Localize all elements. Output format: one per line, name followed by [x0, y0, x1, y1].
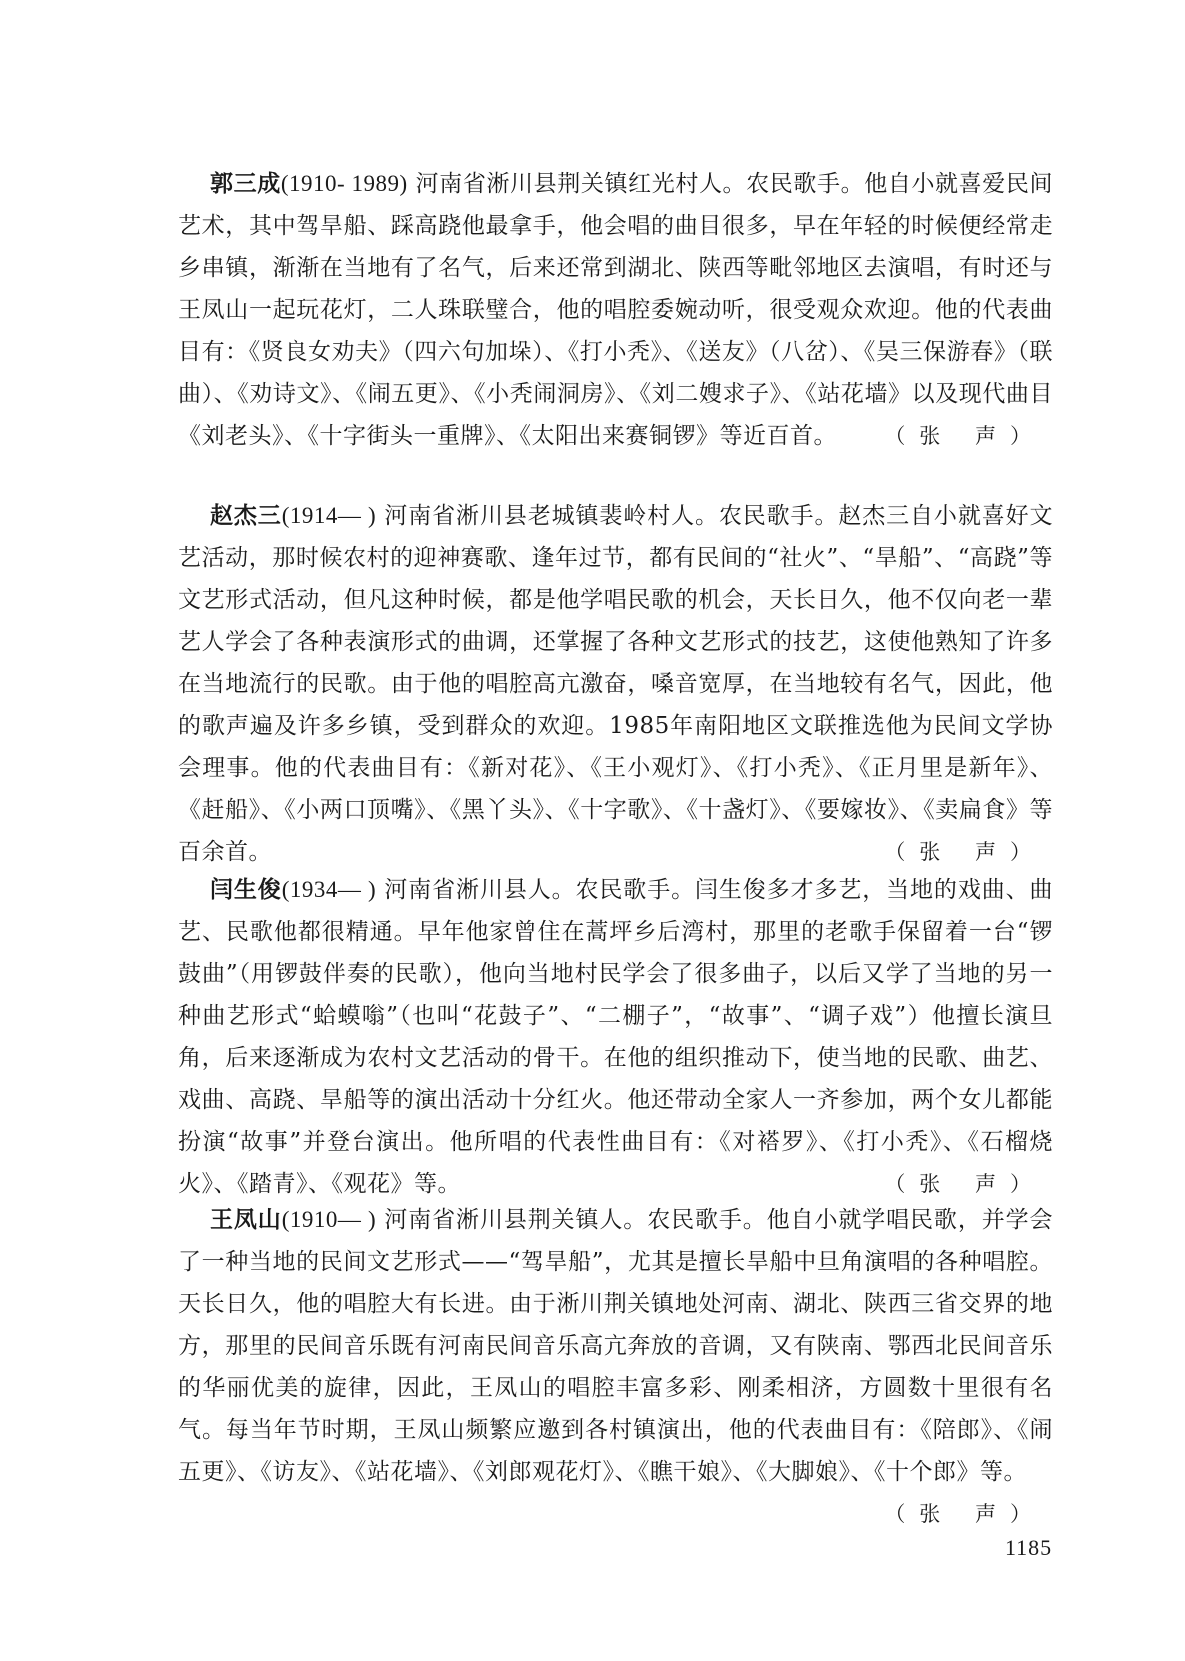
- entry-author: （张 声）: [884, 840, 1045, 864]
- entry-paragraph: [178, 869, 1053, 1205]
- entry-dates: (1910- 1989): [280, 171, 408, 196]
- entry-dates: (1910— ): [281, 1207, 377, 1232]
- entry-text: 河南省淅川县人。农民歌手。闫生俊多才多艺，当地的戏曲、曲艺、民歌他都很精通。早年他家曾住在蒿坪乡后湾村，那里的老歌手保留着一台“锣鼓曲”（用锣鼓伴奏的民歌），他向当地村民学会了很多曲子，以后又学了当地的另一种曲艺形式“蛤蟆嗡”（也叫“花鼓子”、“二棚子”，“故事”、“调子戏”）他擅长演旦角，后来逐渐成为农村文艺活动的骨干。在他的组织推动下，使当地的民歌、曲艺、戏曲、高跷、旱船等的演出活动十分红火。他还带动全家人一齐参加，两个女儿都能扮演“故事”并登台演出。他所唱的代表性曲目有：《对褡罗》、《打小秃》、《石榴烧火》、《踏青》、《观花》等。: [178, 877, 1054, 1197]
- entry-name: 闫生俊: [210, 876, 282, 903]
- entry-paragraph: [178, 163, 1053, 457]
- entry-paragraph: [178, 1199, 1054, 1526]
- entry-name: 赵杰三: [210, 502, 282, 529]
- entry-wang-fengshan: [178, 1199, 1053, 1535]
- entry-dates: (1914— ): [281, 503, 377, 528]
- entry-paragraph: [178, 495, 1053, 873]
- entry-yan-shengjun: [178, 869, 1053, 1205]
- entry-guo-sancheng: [178, 163, 1053, 457]
- entry-author: （张 声）: [884, 1502, 1045, 1526]
- entry-text: 河南省淅川县荆关镇人。农民歌手。他自小就学唱民歌，并学会了一种当地的民间文艺形式——“驾旱船”，尤其是擅长旱船中旦角演唱的各种唱腔。天长日久，他的唱腔大有长进。由于淅川荆关镇地处河南、湖北、陕西三省交界的地方，那里的民间音乐既有河南民间音乐高亢奔放的音调，又有陕南、鄂西北民间音乐的华丽优美的旋律，因此，王凤山的唱腔丰富多彩、刚柔相济，方圆数十里很有名气。每当年节时期，王凤山频繁应邀到各村镇演出，他的代表曲目有：《陪郎》、《闹五更》、《访友》、《站花墙》、《刘郎观花灯》、《瞧干娘》、《大脚娘》、《十个郎》等。: [178, 1207, 1054, 1485]
- entry-author: （张 声）: [884, 1172, 1045, 1196]
- page-number: 1185: [1005, 1535, 1053, 1560]
- entry-zhao-jiesan: [178, 495, 1053, 873]
- entry-text: 河南省淅川县老城镇裴岭村人。农民歌手。赵杰三自小就喜好文艺活动，那时候农村的迎神赛歌、逢年过节，都有民间的“社火”、“旱船”、“高跷”等文艺形式活动，但凡这种时候，都是他学唱民歌的机会，天长日久，他不仅向老一辈艺人学会了各种表演形式的曲调，还掌握了各种文艺形式的技艺，这使他熟知了许多在当地流行的民歌。由于他的唱腔高亢激奋，嗓音宽厚，在当地较有名气，因此，他的歌声遍及许多乡镇，受到群众的欢迎。1985年南阳地区文联推选他为民间文学协会理事。他的代表曲目有：《新对花》、《王小观灯》、《打小秃》、《正月里是新年》、《赶船》、《小两口顶嘴》、《黑丫头》、《十字歌》、《十盏灯》、《要嫁妆》、《卖扁食》等百余首。: [178, 503, 1054, 865]
- entry-name: 郭三成: [210, 170, 281, 197]
- entry-dates: (1934— ): [281, 877, 377, 902]
- entry-name: 王凤山: [210, 1206, 282, 1233]
- entry-text: 河南省淅川县荆关镇红光村人。农民歌手。他自小就喜爱民间艺术，其中驾旱船、踩高跷他最拿手，他会唱的曲目很多，早在年轻的时候便经常走乡串镇，渐渐在当地有了名气，后来还常到湖北、陕西等毗邻地区去演唱，有时还与王凤山一起玩花灯，二人珠联璧合，他的唱腔委婉动听，很受观众欢迎。他的代表曲目有：《贤良女劝夫》（四六句加垛）、《打小秃》、《送友》（八岔）、《吴三保游春》（联曲）、《劝诗文》、《闹五更》、《小秃闹洞房》、《刘二嫂求子》、《站花墙》以及现代曲目《刘老头》、《十字街头一重牌》、《太阳出来赛铜锣》等近百首。: [178, 171, 1054, 449]
- entry-author: （张 声）: [884, 424, 1045, 448]
